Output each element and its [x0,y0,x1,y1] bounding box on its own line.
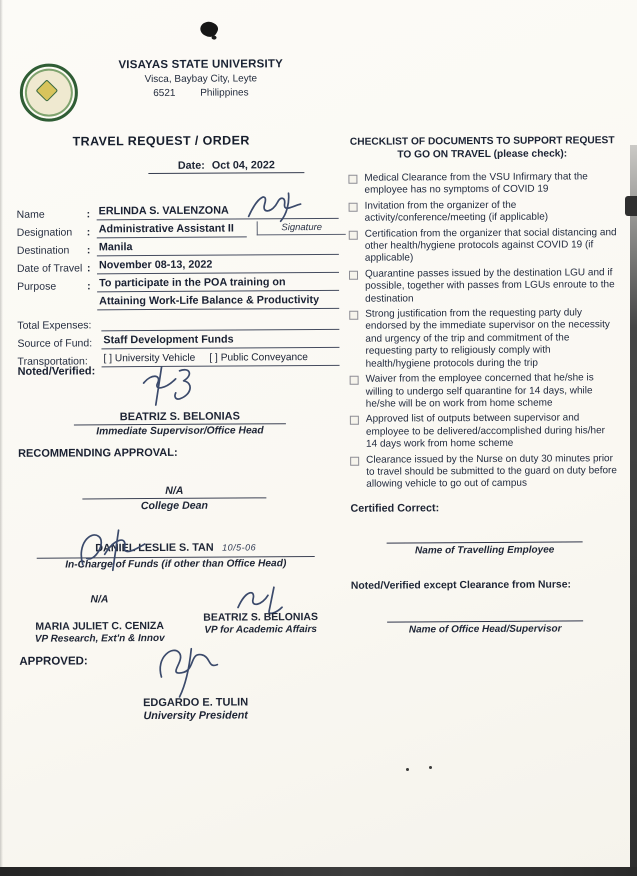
signature-stroke [242,190,314,224]
checkbox-icon [350,376,359,385]
handwritten-date-note: 10/5-06 [222,542,257,553]
vp-academic-name: BEATRIZ S. BELONIAS [203,611,318,624]
president-name: EDGARDO E. TULIN [143,696,249,710]
destination-value: Manila [98,241,133,254]
travel-date-value: November 08-13, 2022 [98,258,213,272]
office-head-caption: Name of Office Head/Supervisor [408,623,562,636]
ink-blot-artifact-small [212,36,217,40]
checkbox-icon [349,203,358,212]
in-charge-of-funds-block [19,537,341,571]
checklist-item [349,307,617,371]
vp-research-value: N/A [90,594,109,606]
checklist-item-text: Quarantine passes issued by the destination LGU and if possible, together with passes from LGUs enroute to the destination [364,267,615,305]
checklist-item-text: Invitation from the organizer of the activity/conference/meeting (if applicable) [364,199,549,224]
scan-edge-notch [625,196,637,216]
checkbox-icon [350,456,359,465]
scan-edge-bottom [0,867,637,876]
vp-research-column [19,586,180,645]
university-seal-icon [20,63,78,121]
total-expenses-label: Total Expenses: [17,319,92,332]
destination-value-line [97,240,339,256]
signature-stroke [136,365,200,407]
designation-label: Designation [16,226,73,239]
signature-stroke [145,643,229,702]
vp-signatories-row [19,585,341,645]
colon: : [87,280,91,293]
recommending-approval-label: RECOMMENDING APPROVAL: [18,446,178,460]
request-fields [17,204,340,371]
checklist-item [350,372,618,411]
checkbox-icon [349,271,358,280]
purpose-value-1: To participate in the POA training on [99,276,286,290]
noted-except-nurse-label: Noted/Verified except Clearance from Nurse: [350,579,571,592]
checklist-title-line2: TO GO ON TRAVEL (please check): [397,148,568,161]
source-fund-label: Source of Fund: [17,337,93,350]
checkbox-icon [349,311,358,320]
speck-artifact [406,768,409,771]
president-title: University President [143,709,248,723]
scan-edge-right [630,145,637,876]
travel-date-label: Date of Travel [16,262,83,275]
signature-stroke [75,528,161,573]
transportation-label: Transportation: [17,355,88,368]
vp-research-name: MARIA JULIET C. CENIZA [35,619,164,633]
college-dean-title: College Dean [140,499,209,513]
funds-officer-title: In-Charge of Funds (if other than Office Head) [65,558,287,571]
designation-value-line [97,222,247,238]
colon: : [86,226,91,239]
checklist-item [348,171,616,197]
certified-correct-label: Certified Correct: [350,502,440,515]
purpose-value-line2 [97,294,339,310]
scan-edge-left [0,0,3,876]
name-label: Name [16,208,45,221]
purpose-value-2: Attaining Work-Life Balance & Productivity [99,293,320,308]
checklist-item [349,199,617,225]
checklist-item [349,267,617,306]
checkbox-icon [348,175,357,184]
letterhead-text [78,58,324,100]
checklist-item-text: Waiver from the employee concerned that he/she is willing to undergo self quarantine for 14 days, while he/she will be on work from home scheme [365,372,594,410]
signature-vp-academic [180,585,341,612]
signature-line [387,620,583,622]
travelling-employee-caption: Name of Travelling Employee [415,544,555,557]
checklist-item-text: Approved list of outputs between supervisor and employee to be delivered/accomplished during his/her 14 days work from home scheme [365,412,606,450]
checklist-items [348,171,618,491]
checklist-item-text: Medical Clearance from the VSU Infirmary that the employee has no symptoms of COVID 19 [364,171,588,197]
total-expenses-value-line [101,315,339,331]
designation-value: Administrative Assistant II [98,222,234,236]
signature-immediate-supervisor [136,365,200,412]
date-value: Oct 04, 2022 [211,159,275,172]
field-row-destination [17,240,339,257]
recommending-approval-section [18,446,341,645]
checklist-item [349,227,617,266]
form-title: TRAVEL REQUEST / ORDER [72,133,250,149]
university-address-line2 [78,87,324,100]
checklist-item-text: Clearance issued by the Nurse on duty 30 minutes prior to travel should be submitted to the guard on duty before allowing vehicle to go out of campus [366,452,617,491]
destination-label: Destination [16,244,70,257]
zip-code: 6521 [153,87,176,100]
college-dean-value: N/A [82,484,266,499]
colon: : [86,262,91,275]
country: Philippines [200,87,249,99]
vp-research-title: VP Research, Ext'n & Innov [34,632,165,645]
field-row-travel-date [17,258,339,275]
date-field [148,159,304,174]
university-address-line1: Visca, Baybay City, Leyte [144,73,258,86]
date-label: Date: [177,159,205,172]
checklist-item [350,412,618,451]
noted-except-nurse-section [351,579,619,636]
vp-academic-column [180,585,341,644]
approved-label: APPROVED: [19,655,88,668]
letterhead [16,58,338,100]
noted-verified-section [18,364,340,438]
field-row-source-fund [17,333,339,350]
checklist-section [348,134,618,494]
funds-officer-name: DANIEL LESLIE S. TAN [95,541,214,555]
checklist-item [350,453,618,492]
approved-section [19,654,341,723]
signature-line [387,541,583,543]
signature-in-charge-of-funds [75,528,161,578]
checklist-item-text: Certification from the organizer that social distancing and other health/hygiene protocols against COVID 19 (if applicable) [364,226,617,265]
field-row-total-expenses [17,315,339,332]
field-row-purpose [17,276,339,293]
checklist-item-text: Strong justification from the requesting party duly endorsed by the immediate supervisor on the necessity and urgency of the trip and commitment of the requesting party to religiously comply with health/hygiene protocols during the trip [365,307,610,370]
vp-academic-title: VP for Academic Affairs [204,624,318,636]
signature-caption: Signature [257,221,346,236]
certified-correct-section [350,501,618,557]
field-row-purpose-cont [17,294,339,311]
ink-blot-artifact [198,19,220,40]
checkbox-icon [349,230,358,239]
signature-university-president [145,643,229,707]
checklist-title-line1: CHECKLIST OF DOCUMENTS TO SUPPORT REQUEST [349,135,615,148]
travel-date-value-line [97,258,339,274]
supervisor-title: Immediate Supervisor/Office Head [96,425,264,438]
transportation-value: [ ] University Vehicle [ ] Public Conveyance [103,352,308,365]
supervisor-name: BEATRIZ S. BELONIAS [74,410,286,425]
source-fund-value: Staff Development Funds [103,333,234,347]
checkbox-icon [350,416,359,425]
colon: : [86,208,91,221]
purpose-label: Purpose [17,280,57,293]
university-name: VISAYAS STATE UNIVERSITY [118,58,284,72]
source-fund-value-line [101,333,339,349]
colon: : [86,244,91,257]
purpose-value-line1 [97,276,339,292]
speck-artifact [429,766,432,769]
name-value: ERLINDA S. VALENZONA [98,204,229,218]
noted-verified-label: Noted/Verified: [17,365,96,378]
